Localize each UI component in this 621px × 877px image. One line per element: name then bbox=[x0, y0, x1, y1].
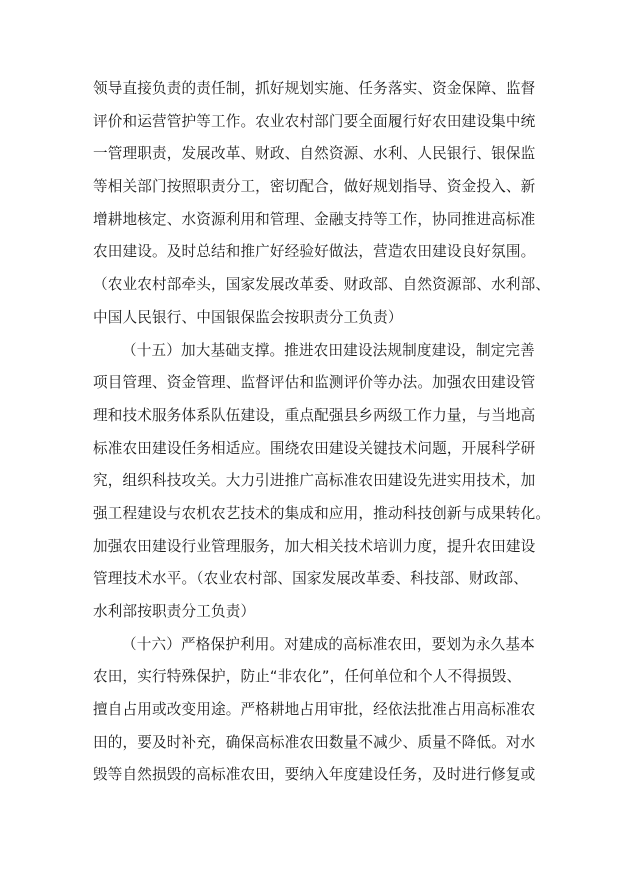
text-line: 项目管理、资金管理、监督评估和监测评价等办法。加强农田建设管 bbox=[93, 374, 536, 392]
document-page bbox=[93, 73, 551, 792]
text-line: 加强农田建设行业管理服务，加大相关技术培训力度，提升农田建设 bbox=[93, 537, 536, 555]
text-line: 田的，要及时补充，确保高标准农田数量不减少、质量不降低。对水 bbox=[93, 733, 536, 751]
text-line: 究，组织科技攻关。大力引进推广高标准农田建设先进实用技术，加 bbox=[93, 472, 536, 490]
text-line: 中国人民银行、中国银保监会按职责分工负责） bbox=[93, 308, 403, 326]
text-line: 农田，实行特殊保护，防止“非农化”，任何单位和个人不得损毁、 bbox=[93, 668, 522, 686]
text-line: 毁等自然损毁的高标准农田，要纳入年度建设任务，及时进行修复或 bbox=[93, 766, 536, 784]
text-line: 标准农田建设任务相适应。围绕农田建设关键技术问题，开展科学研 bbox=[93, 439, 536, 457]
text-line: 农田建设。及时总结和推广好经验好做法，营造农田建设良好氛围。 bbox=[93, 243, 536, 261]
text-line: 等相关部门按照职责分工，密切配合，做好规划指导、资金投入、新 bbox=[93, 178, 536, 196]
text-line: 增耕地核定、水资源利用和管理、金融支持等工作，协同推进高标准 bbox=[93, 210, 536, 228]
text-line: 管理技术水平。（农业农村部、国家发展改革委、科技部、财政部、 bbox=[93, 570, 529, 588]
section-15-heading-line: （十五）加大基础支撑。推进农田建设法规制度建设，制定完善 bbox=[122, 341, 535, 359]
text-line: （农业农村部牵头，国家发展改革委、财政部、自然资源部、水利部、 bbox=[93, 276, 551, 294]
text-line: 一管理职责，发展改革、财政、自然资源、水利、人民银行、银保监 bbox=[93, 145, 536, 163]
text-line: 水利部按职责分工负责） bbox=[93, 603, 256, 620]
text-line: 强工程建设与农机农艺技术的集成和应用，推动科技创新与成果转化。 bbox=[93, 504, 551, 522]
text-line: 理和技术服务体系队伍建设，重点配强县乡两级工作力量，与当地高 bbox=[93, 406, 536, 424]
text-line: 评价和运营管护等工作。农业农村部门要全面履行好农田建设集中统 bbox=[93, 112, 536, 130]
text-line: 擅自占用或改变用途。严格耕地占用审批，经依法批准占用高标准农 bbox=[93, 701, 536, 719]
text-line: 领导直接负责的责任制，抓好规划实施、任务落实、资金保障、监督 bbox=[93, 80, 536, 97]
section-16-heading-line: （十六）严格保护利用。对建成的高标准农田，要划为永久基本 bbox=[122, 635, 535, 653]
